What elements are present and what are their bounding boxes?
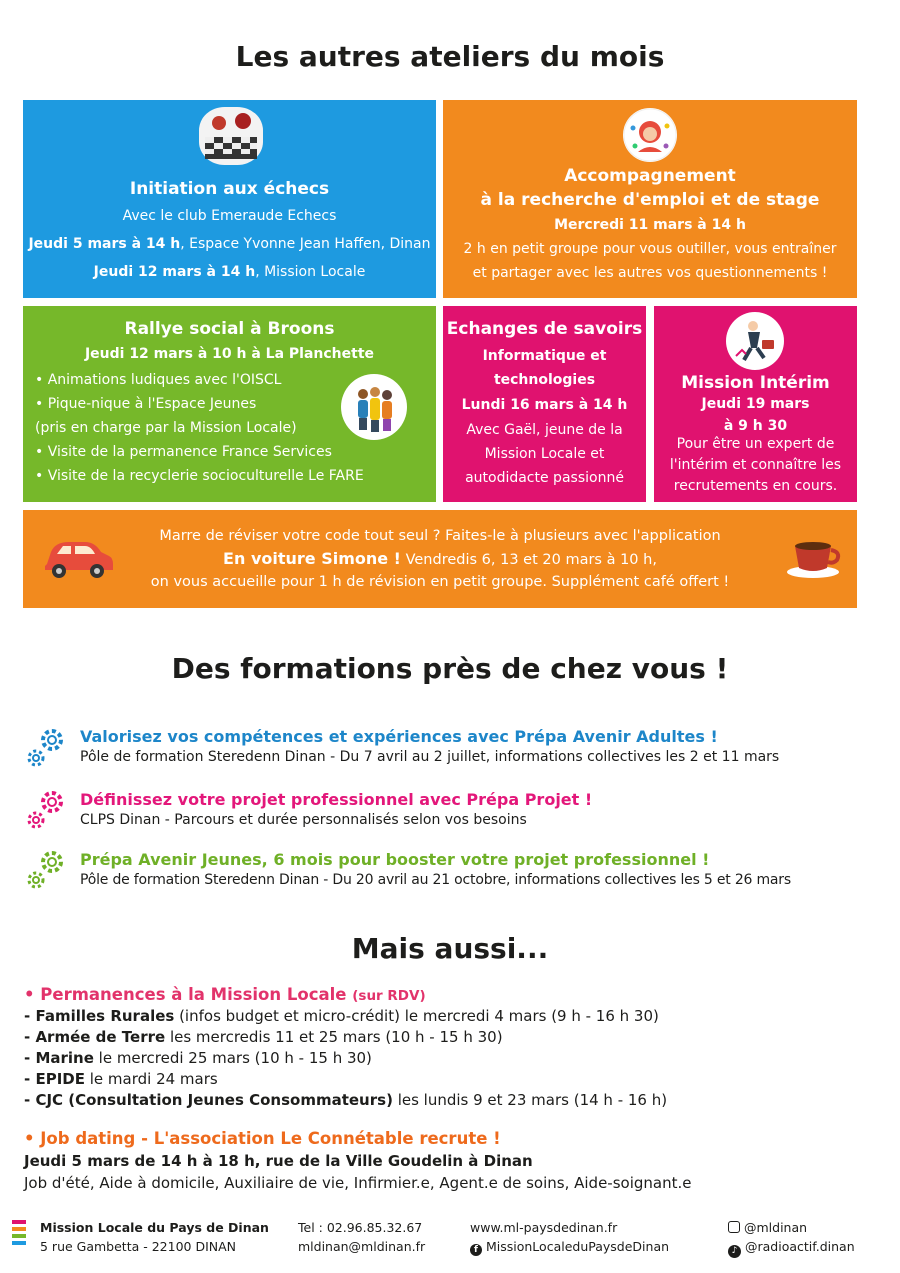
echecs-title: Initiation aux échecs bbox=[129, 179, 330, 199]
gear-icon bbox=[24, 846, 70, 892]
echecs-line2: Jeudi 5 mars à 14 h, Espace Yvonne Jean Haffen, Dinan bbox=[28, 236, 431, 252]
permanences-title: • Permanences à la Mission Locale (sur RDV) bbox=[24, 985, 426, 1004]
footer-tel: Tel : 02.96.85.32.67 bbox=[298, 1220, 423, 1235]
echanges-sub2: technologies bbox=[493, 372, 596, 388]
jobdating-title: • Job dating - L'association Le Connétable recrute ! bbox=[24, 1129, 501, 1148]
rallye-title: Rallye social à Broons bbox=[124, 319, 335, 339]
footer-facebook[interactable]: f MissionLocaleduPaysdeDinan bbox=[470, 1237, 669, 1256]
interim-desc2: l'intérim et connaître les bbox=[669, 457, 842, 473]
permanence-line: - EPIDE le mardi 24 mars bbox=[24, 1070, 218, 1088]
atelier-interim-card bbox=[654, 306, 857, 502]
chess-illustration bbox=[199, 107, 263, 165]
permanence-line: - Marine le mercredi 25 mars (10 h - 15 h 30) bbox=[24, 1049, 372, 1067]
interim-desc3: recrutements en cours. bbox=[673, 478, 838, 494]
rallye-item: • Visite de la permanence France Services bbox=[35, 444, 332, 460]
instagram-icon bbox=[728, 1221, 740, 1233]
interim-date1: Jeudi 19 mars bbox=[701, 396, 810, 412]
rallye-item: (pris en charge par la Mission Locale) bbox=[35, 420, 297, 436]
footer-instagram[interactable]: @mldinan bbox=[728, 1218, 807, 1237]
footer-tiktok[interactable]: ♪ @radioactif.dinan bbox=[728, 1237, 855, 1258]
footer-email[interactable]: mldinan@mldinan.fr bbox=[298, 1239, 426, 1254]
footer-org: Mission Locale du Pays de Dinan bbox=[40, 1220, 269, 1235]
rallye-list bbox=[35, 368, 364, 488]
rallye-date: Jeudi 12 mars à 10 h à La Planchette bbox=[84, 346, 375, 362]
footer-website[interactable]: www.ml-paysdedinan.fr bbox=[470, 1220, 618, 1235]
interim-illustration bbox=[726, 312, 784, 370]
interim-title: Mission Intérim bbox=[681, 373, 830, 393]
gear-icon bbox=[24, 786, 70, 832]
simone-line3: on vous accueille pour 1 h de révision en petit groupe. Supplément café offert ! bbox=[150, 574, 730, 590]
jobdating-line2: Job d'été, Aide à domicile, Auxiliaire de vie, Infirmier.e, Agent.e de soins, Aide-soignant.e bbox=[24, 1174, 692, 1192]
formation-title-1: Valorisez vos compétences et expériences avec Prépa Avenir Adultes ! bbox=[80, 727, 718, 746]
echecs-line3: Jeudi 12 mars à 14 h, Mission Locale bbox=[93, 264, 366, 280]
accompagnement-desc1: 2 h en petit groupe pour vous outiller, vous entraîner bbox=[463, 241, 837, 257]
permanence-line: - CJC (Consultation Jeunes Consommateurs) les lundis 9 et 23 mars (14 h - 16 h) bbox=[24, 1091, 668, 1109]
rallye-item: • Pique-nique à l'Espace Jeunes bbox=[35, 396, 257, 412]
footer-address: 5 rue Gambetta - 22100 DINAN bbox=[40, 1239, 237, 1254]
formation-title-2: Définissez votre projet professionnel avec Prépa Projet ! bbox=[80, 790, 593, 809]
accompagnement-date: Mercredi 11 mars à 14 h bbox=[554, 217, 746, 233]
mission-locale-logo bbox=[12, 1220, 26, 1252]
echanges-sub1: Informatique et bbox=[482, 348, 607, 364]
gear-icon bbox=[24, 724, 70, 770]
jobdating-line1: Jeudi 5 mars de 14 h à 18 h, rue de la Ville Goudelin à Dinan bbox=[24, 1152, 533, 1170]
simone-line1: Marre de réviser votre code tout seul ? Faites-le à plusieurs avec l'application bbox=[159, 528, 721, 544]
atelier-rallye-card bbox=[23, 306, 436, 502]
echanges-date: Lundi 16 mars à 14 h bbox=[461, 397, 628, 413]
interim-date2: à 9 h 30 bbox=[723, 418, 788, 434]
atelier-simone-card bbox=[23, 510, 857, 608]
echanges-desc3: autodidacte passionné bbox=[465, 470, 624, 486]
simone-line2: En voiture Simone ! Vendredis 6, 13 et 20 mars à 10 h, bbox=[223, 549, 657, 568]
formation-desc-2: CLPS Dinan - Parcours et durée personnalisés selon vos besoins bbox=[80, 812, 527, 828]
formation-title-3: Prépa Avenir Jeunes, 6 mois pour booster votre projet professionnel ! bbox=[80, 850, 710, 869]
rallye-item: • Visite de la recyclerie socioculturelle Le FARE bbox=[35, 468, 364, 484]
accompagnement-title1: Accompagnement bbox=[564, 166, 736, 186]
rallye-item: • Animations ludiques avec l'OISCL bbox=[35, 372, 282, 388]
formation-desc-1: Pôle de formation Steredenn Dinan - Du 7 avril au 2 juillet, informations collectives les 2 et 11 mars bbox=[80, 749, 780, 765]
group-people-illustration bbox=[341, 374, 407, 440]
echanges-title: Echanges de savoirs bbox=[446, 319, 643, 339]
coffee-cup-icon bbox=[783, 532, 845, 582]
echanges-desc1: Avec Gaël, jeune de la bbox=[466, 422, 623, 438]
facebook-icon: f bbox=[470, 1244, 482, 1256]
section-title-ateliers: Les autres ateliers du mois bbox=[235, 40, 665, 73]
permanence-line: - Armée de Terre les mercredis 11 et 25 mars (10 h - 15 h 30) bbox=[24, 1028, 503, 1046]
section-title-formations: Des formations près de chez vous ! bbox=[171, 652, 729, 685]
accompagnement-desc2: et partager avec les autres vos questionnements ! bbox=[472, 265, 828, 281]
atelier-echecs-card bbox=[23, 100, 436, 298]
atelier-echanges-card bbox=[443, 306, 646, 502]
section-title-aussi: Mais aussi... bbox=[351, 932, 549, 965]
echecs-line1: Avec le club Emeraude Echecs bbox=[122, 208, 337, 224]
job-search-illustration bbox=[623, 108, 677, 162]
atelier-accompagnement-card bbox=[443, 100, 857, 298]
formation-desc-3: Pôle de formation Steredenn Dinan - Du 20 avril au 21 octobre, informations collectives les 5 et 26 mars bbox=[80, 872, 791, 888]
tiktok-icon: ♪ bbox=[728, 1245, 741, 1258]
echanges-desc2: Mission Locale et bbox=[484, 446, 605, 462]
interim-desc1: Pour être un expert de bbox=[676, 436, 835, 452]
accompagnement-title2: à la recherche d'emploi et de stage bbox=[480, 190, 820, 210]
permanence-line: - Familles Rurales (infos budget et micro-crédit) le mercredi 4 mars (9 h - 16 h 30) bbox=[24, 1007, 659, 1025]
